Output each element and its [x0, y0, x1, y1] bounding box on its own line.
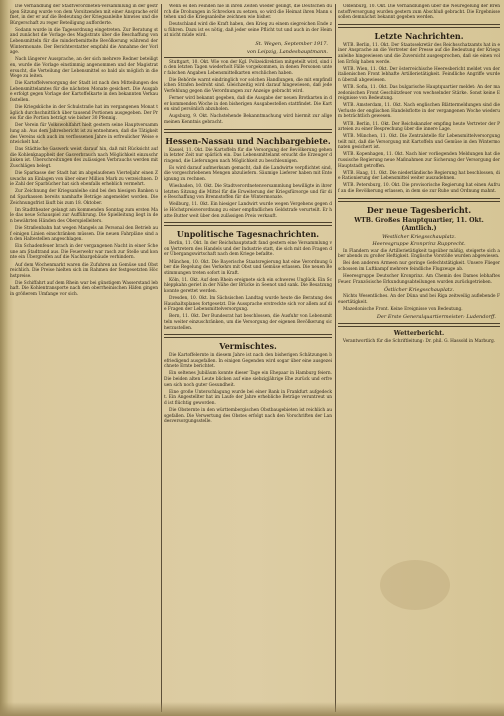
section-heading-tagesbericht: Der neue Tagesbericht. [366, 204, 472, 215]
article-paragraph: Die Straßenbahn hat wegen Mangels an Personal den Betrieb auf einigen Linien einschränken müssen. Die neuen Fahrpläne sind an den Haltestellen angeschlagen. [10, 225, 158, 243]
note-paragraph: Augsburg, 9. Okt. Nachstehende Bekanntmachung wird hiermit zur allgemeinen Kenntnis gebracht. [164, 114, 332, 125]
article-paragraph: Das Städtische Gaswerk weist darauf hin, daß mit Rücksicht auf die Kohlenknappheit der Gasverbrauch nach Möglichkeit einzuschränken ist. Überschreitungen des zulässigen Verbrauchs werden mit Zuschlägen belegt. [10, 147, 158, 170]
article-paragraph: WTB. Berlin, 11. Okt. Der Reichskanzler empfing heute Vertreter der Parteien zu einer Besprechung über die innere Lage. [338, 121, 500, 133]
page-bottom-shadow [0, 702, 504, 716]
article-paragraph: München, 10. Okt. Die Bayerische Staatsregierung hat eine Verordnung über die Regelung des Verkehrs mit Obst und Gemüse erlassen. Die neuen Bestimmungen treten sofort in Kraft. [164, 259, 332, 276]
column-rule [161, 4, 162, 712]
column-rule [335, 4, 336, 712]
article-paragraph: Die Verhandlung der Stadtverordneten-Versammlung in der gestrigen Sitzung wurde von dem Vorsitzenden mit einer Ansprache eröffnet, in der er auf die Bedeutung der Kriegsanleihe hinwies und die Bürgerschaft zu reger Beteiligung aufforderte. [10, 4, 158, 26]
article-paragraph: WTB. München, 11. Okt. Die Zentralstelle für Lebensmittelversorgung teilt mit, daß die Versorgung mit Kartoffeln und Gemüse in den Wintermonaten gesichert ist. [338, 134, 500, 151]
article-paragraph: Die Schiffahrt auf dem Rhein war bei günstigem Wasserstand lebhaft. Die Kohlentransporte nach den oberrheinischen Häfen gingen in größerem Umfange vor sich. [10, 280, 158, 297]
article-paragraph: Es wird darauf aufmerksam gemacht, daß die Landwirte verpflichtet sind, die vorgeschriebenen Mengen abzuliefern. Säumige Lieferer haben mit Enteignung zu rechnen. [164, 165, 332, 183]
section-heading-letzte-nachrichten: Letzte Nachrichten. [374, 30, 464, 41]
article-paragraph: WTB. Amsterdam, 11. Okt. Nach englischen Blättermeldungen sind die Verluste der englischen Handelsflotte in der vergangenen Woche wiederum beträchtlich gewesen. [338, 103, 500, 120]
article-paragraph: Die Kriegsküche in der Schulstraße hat im vergangenen Monat täglich durchschnittlich über tausend Portionen ausgegeben. Der Preis für die Portion beträgt wie bisher 30 Pfennig. [10, 105, 158, 122]
section-heading-tagesnachrichten: Unpolitische Tagesnachrichten. [176, 229, 320, 240]
article-paragraph: Auf dem Wochenmarkt waren die Zufuhren an Gemüse und Obst reichlich. Die Preise hielten sich im Rahmen der festgesetzten Höchstpreise. [10, 262, 158, 279]
dateline-hauptquartier: WTB. Großes Hauptquartier, 11. Okt. (Amtlich.) [354, 216, 484, 232]
article-paragraph: Dresden, 10. Okt. Im Sächsischen Landtag wurde heute die Beratung des Haushaltsplanes fortgesetzt. Die Aussprache erstreckte sich vor allem auf die Fragen der Lebensmittelversorgung. [164, 296, 332, 313]
article-paragraph: WTB. Wien, 11. Okt. Der österreichische Heeresbericht meldet von der italienischen Front lebhafte Artillerietätigkeit. Feindliche Angriffe wurden überall abgewiesen. [338, 66, 500, 83]
article-paragraph: WTB. Kopenhagen, 11. Okt. Nach hier vorliegenden Meldungen hat die russische Regierung neue Maßnahmen zur Sicherung der Versorgung der Hauptstadt getroffen. [338, 152, 500, 169]
article-paragraph: Die Kartoffelernte in diesem Jahre ist nach den bisherigen Schätzungen befriedigend ausgefallen. In einigen Gegenden wird sogar über eine ausgezeichnete Ernte berichtet. [164, 353, 332, 370]
article-paragraph: Im Stadttheater gelangt am kommenden Sonntag zum ersten Male das neue Schauspiel zur Aufführung. Die Spielleitung liegt in den bewährten Händen des Oberspielleiters. [10, 207, 158, 224]
article-paragraph: Wiesbaden, 10. Okt. Die Stadtverordnetenversammlung bewilligte in ihrer letzten Sitzung die Mittel für die Erweiterung der Kriegsfürsorge und für die Beschaffung von Brennstoffen für die Wintermonate. [164, 184, 332, 201]
signature-secondary: von Leipzig, Landeshauptmann. [247, 48, 328, 55]
weather-heading: Wetterbericht. [393, 329, 445, 337]
article-paragraph: Die Obsternte in den württembergischen Obstbaugebieten ist reichlich ausgefallen. Die Verwertung des Obstes erfolgt nach den Vorschriften der Landesversorgungsstelle. [164, 407, 332, 425]
article-paragraph: Bern, 11. Okt. Der Bundesrat hat beschlossen, die Ausfuhr von Lebensmitteln weiter einzuschränken, um die Versorgung der eigenen Bevölkerung sicherzustellen. [164, 314, 332, 331]
signature: St. Wegen, September 1917. [255, 40, 328, 47]
article-paragraph: WTB. Berlin, 11. Okt. Der Staatssekretär des Reichsschatzamts hat in einer Ansprache an die Vertreter der Presse auf die Bedeutung der Kriegsanleihe hingewiesen und die Zuversicht ausgesprochen, daß sie einen vollen Erfolg haben werde. [338, 42, 500, 65]
label-heeresgruppe: Heeresgruppe Kronprinz Rupprecht. [372, 241, 466, 248]
article-paragraph: Bei den anderen Armeen nur geringe Gefechtstätigkeit. Unsere Flieger schossen im Luftkampf mehrere feindliche Flugzeuge ab. [338, 261, 500, 272]
article-paragraph: WTB. Petersburg, 10. Okt. Die provisorische Regierung hat einen Aufruf an die Bevölkerung erlassen, in dem sie zur Ruhe und Ordnung mahnt. [338, 183, 500, 195]
article-paragraph: Mazedonische Front. Keine Ereignisse von Bedeutung. [343, 306, 463, 312]
article-paragraph: Ferner wird bekannt gegeben, daß die Ausgabe der neuen Brotkarten in der kommenden Woche in den bisherigen Ausgabestellen stattfindet. Die Karten sind persönlich abzuholen. [164, 96, 332, 113]
article-paragraph: Nach längerer Aussprache, an der sich mehrere Redner beteiligten, wurde die Vorlage einstimmig angenommen und der Magistrat ersucht, die Verteilung der Lebensmittel so bald als möglich in die Wege zu leiten. [10, 57, 158, 80]
article-paragraph: Kassel, 11. Okt. Die Kartoffeln für die Versorgung der Bevölkerung gehen in letzter Zeit nur spärlich ein. Das Lebensmittelamt ersucht die Erzeuger dringend, die Lieferungen nach Möglichkeit zu beschleunigen. [164, 147, 332, 164]
article-paragraph: Der Verein für Volkswohlfahrt hielt gestern seine Hauptversammlung ab. Aus dem Jahresbericht ist zu entnehmen, daß die Tätigkeit des Vereins sich auch im verflossenen Jahre in erfreulicher Weise entwickelt hat. [10, 123, 158, 146]
article-paragraph: Zur Zeichnung der Kriegsanleihe sind bei den hiesigen Banken und Sparkassen bereits namhafte Beträge angemeldet worden. Die Zeichnungsfrist läuft bis zum 18. Oktober. [10, 189, 158, 206]
column-middle [164, 4, 332, 712]
article-paragraph: In Flandern war die Artillerietätigkeit tagsüber mäßig, steigerte sich aber abends zu großer Heftigkeit. Englische Vorstöße wurden abgewiesen. [338, 248, 500, 260]
article-paragraph: Ein seltenes Jubiläum konnte dieser Tage ein Ehepaar in Hamburg feiern. Die beiden alten Leute blicken auf eine siebzigjährige Ehe zurück und erfreuen sich noch guter Gesundheit. [164, 371, 332, 388]
article-paragraph: Deutschland wird die Kraft haben, den Krieg zu einem siegreichen Ende zu führen. Dazu ist es nötig, daß jeder seine Pflicht tut und auch in der Heimat nicht müde wird. [164, 22, 332, 39]
article-paragraph: Oldenburg, 10. Okt. Die Verhandlungen über die Neuregelung der Brennstoffversorgung wurden gestern zum Abschluß gebracht. Die Ergebnisse sollen demnächst bekannt gegeben werden. [338, 4, 500, 21]
label-east-front: Östlicher Kriegsschauplatz. [383, 286, 455, 293]
article-paragraph: Die Behörde warnt eindringlich vor solchen Handlungen, die mit empfindlichen Strafen bedroht sind. Gleichzeitig wird darauf hingewiesen, daß jede Verfehlung gegen die Verordnungen zur Anzeige gebracht wird. [164, 77, 332, 95]
section-heading-hessen: Hessen-Nassau und Nachbargebiete. [165, 135, 331, 146]
signature-ludendorff: Der Erste Generalquartiermeister: Ludendorff. [376, 313, 496, 320]
section-heading-vermischtes: Vermischtes. [219, 341, 277, 352]
article-paragraph: Wenn es den Feinden nie in ihren Zeiten wieder gelingt, die Deutschen durch die Drohungen in Schrecken zu setzen, so wird die Heimat ihren Mann stehen und die Kriegsanleihe zeichnen wie bisher. [164, 4, 332, 21]
editor-note: Verantwortlich für die Schriftleitung: Dr. phil. G. Hassold in Marburg. [342, 338, 496, 344]
article-paragraph: Die Sparkasse der Stadt hat im abgelaufenen Vierteljahr einen Zuwachs an Einlagen von über einer Million Mark zu verzeichnen. Die Zahl der Sparbücher hat sich ebenfalls erheblich vermehrt. [10, 171, 158, 188]
article-paragraph: WTB. Sofia, 11. Okt. Das bulgarische Hauptquartier meldet: An der mazedonischen Front Geschützfeuer von wechselnder Stärke. Sonst keine Ereignisse von Bedeutung. [338, 84, 500, 102]
column-right [338, 4, 500, 712]
article-paragraph: Nichts Wesentliches. An der Düna und bei Riga zeitweilig auflebende Feuertätigkeit. [338, 294, 500, 305]
article-paragraph: Ein Schadenfeuer brach in der vergangenen Nacht in einer Scheune am Stadtrand aus. Die Feuerwehr war rasch zur Stelle und konnte ein Übergreifen auf die Nachbargebäude verhindern. [10, 244, 158, 261]
article-paragraph: Heeresgruppe Deutscher Kronprinz. Am Chemin des Dames lebhaftes Feuer. Französische Erkundungsabteilungen wurden zurückgetrieben. [338, 274, 500, 285]
page-fold-shadow [0, 0, 8, 716]
column-left [10, 4, 158, 712]
article-paragraph: Köln, 11. Okt. Auf dem Rhein ereignete sich ein schweres Unglück. Ein Schleppkahn geriet in der Nähe der Brücke in Seenot und sank. Die Besatzung konnte gerettet werden. [164, 277, 332, 294]
label-west-front: Westlicher Kriegsschauplatz. [382, 233, 456, 240]
article-paragraph: Weilburg, 11. Okt. Ein hiesiger Landwirt wurde wegen Vergehens gegen die Höchstpreisverordnung zu einer empfindlichen Geldstrafe verurteilt. Er hatte Butter weit über den zulässigen Preis verkauft. [164, 202, 332, 219]
article-paragraph: Sodann wurde in die Tagesordnung eingetreten. Zur Beratung stand zunächst die Vorlage des Magistrats über die Beschaffung von Lebensmitteln für die minderbemittelte Bevölkerung während der Wintermonate. Der Berichterstatter empfahl die Annahme der Vorlage. [10, 27, 158, 56]
article-paragraph: Berlin, 11. Okt. In der Reichshauptstadt fand gestern eine Versammlung von Vertretern des Handels und der Industrie statt, die sich mit den Fragen der Übergangswirtschaft nach dem Kriege befaßte. [164, 241, 332, 258]
article-paragraph: Eine große Unterschlagung wurde bei einer Bank in Frankfurt aufgedeckt. Ein Angestellter hat im Laufe der Jahre erhebliche Beträge veruntreut und ist flüchtig geworden. [164, 389, 332, 406]
article-paragraph: Die Kartoffelversorgung der Stadt ist nach den Mitteilungen des Lebensmittelamtes für die nächsten Monate gesichert. Die Ausgabe erfolgt gegen Vorlage der Kartoffelkarte in den bekannten Verkaufsstellen. [10, 81, 158, 103]
article-paragraph: Stuttgart, 10. Okt. Wie von der Kgl. Polizeidirektion mitgeteilt wird, sind in den letzten Tagen wiederholt Fälle vorgekommen, in denen Personen unter falschen Angaben Lebensmittelkarten erschlichen haben. [164, 59, 332, 76]
article-paragraph: WTB. Haag, 11. Okt. Die niederländische Regierung hat beschlossen, die Rationierung der Lebensmittel weiter auszudehnen. [338, 170, 500, 182]
